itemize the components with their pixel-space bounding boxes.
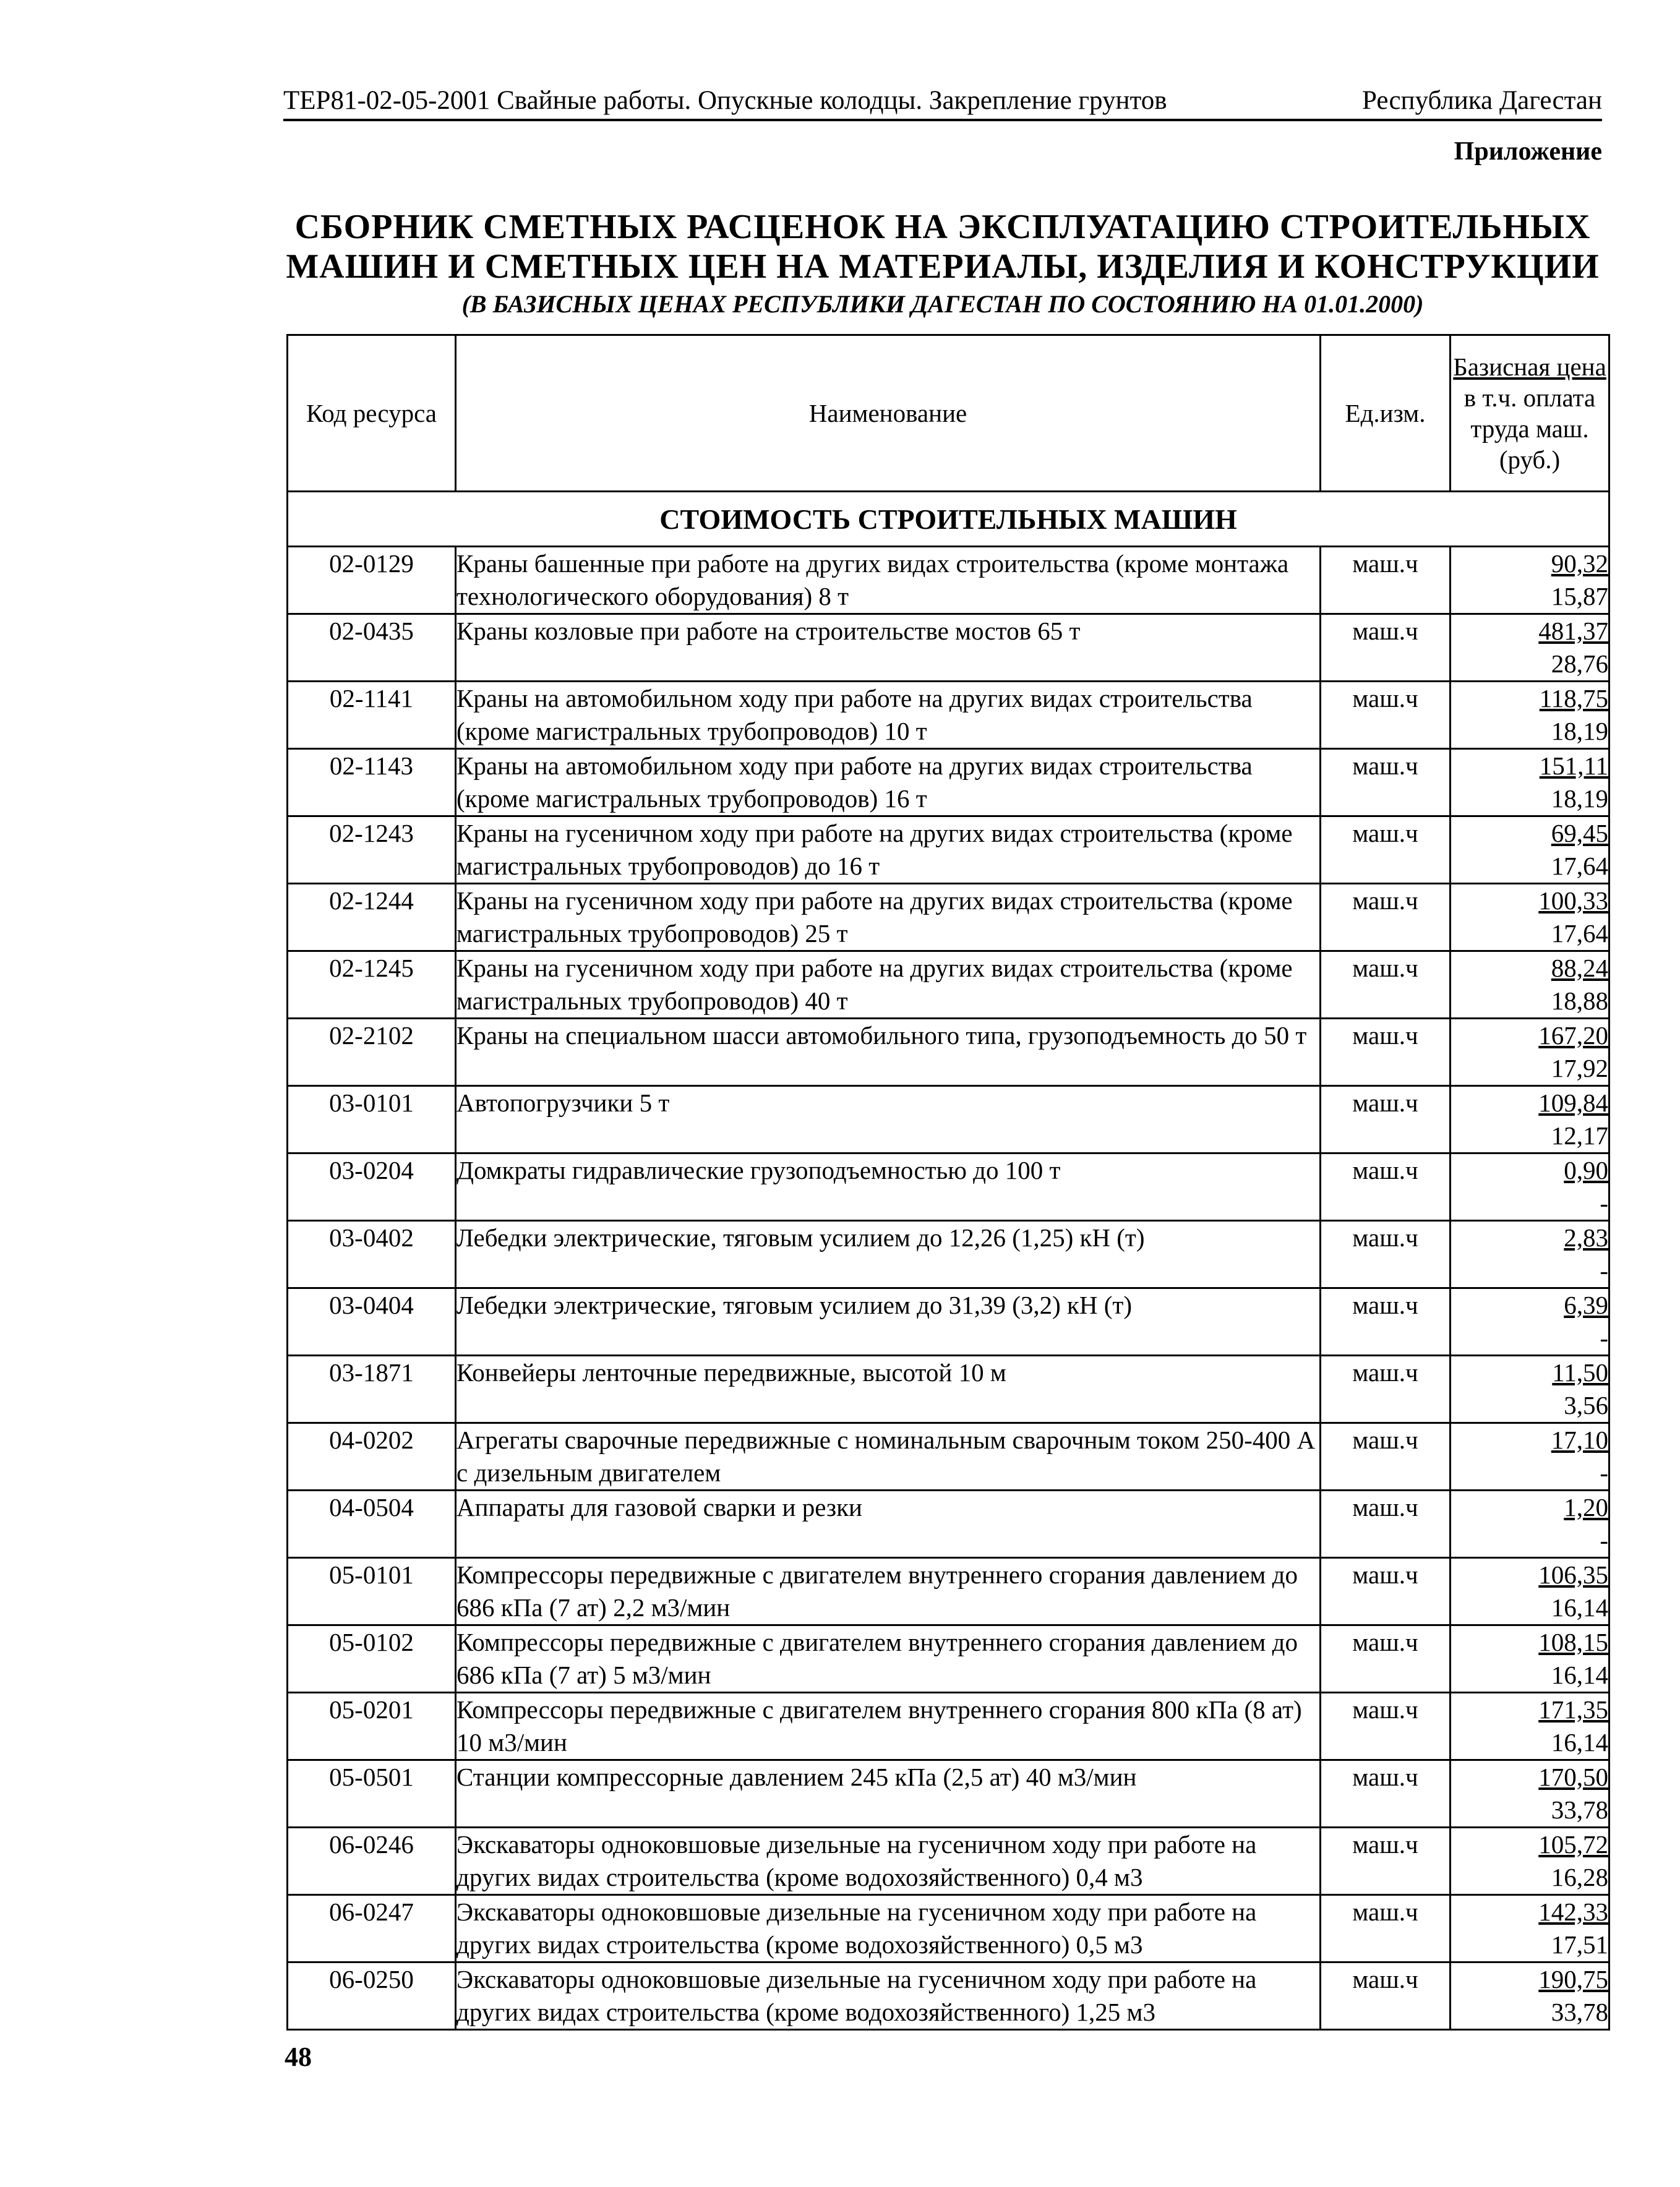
resource-code: 06-0247 bbox=[288, 1895, 456, 1962]
resource-price-cell bbox=[1451, 1760, 1609, 1828]
resource-price-cell bbox=[1451, 1693, 1609, 1760]
base-price: 109,84 bbox=[1538, 1089, 1608, 1117]
table-row bbox=[288, 1491, 1609, 1558]
table-header-row bbox=[288, 335, 1609, 492]
base-price: 2,83 bbox=[1564, 1223, 1608, 1252]
base-price: 100,33 bbox=[1538, 886, 1608, 915]
base-price: 69,45 bbox=[1551, 819, 1608, 847]
labor-cost: 16,14 bbox=[1551, 1593, 1608, 1622]
table-row bbox=[288, 1625, 1609, 1693]
resource-price-cell bbox=[1451, 951, 1609, 1019]
resource-name: Краны козловые при работе на строительстве мостов 65 т bbox=[456, 614, 1321, 682]
resource-code: 02-1141 bbox=[288, 682, 456, 749]
running-header bbox=[283, 85, 1602, 121]
header-name: Наименование bbox=[456, 335, 1321, 492]
labor-cost: 18,19 bbox=[1551, 784, 1608, 813]
resource-name: Агрегаты сварочные передвижные с номинальным сварочным током 250-400 А с дизельным двигателем bbox=[456, 1423, 1321, 1491]
labor-cost: 18,88 bbox=[1551, 987, 1608, 1015]
resource-price-cell bbox=[1451, 1828, 1609, 1895]
resource-price-cell bbox=[1451, 1288, 1609, 1356]
table-row bbox=[288, 884, 1609, 951]
resource-code: 02-0129 bbox=[288, 547, 456, 614]
resource-code: 03-1871 bbox=[288, 1356, 456, 1423]
resource-price-cell bbox=[1451, 547, 1609, 614]
resource-unit: маш.ч bbox=[1321, 816, 1451, 884]
header-price-line-2: в т.ч. оплата bbox=[1464, 383, 1596, 412]
resource-code: 02-1243 bbox=[288, 816, 456, 884]
resource-unit: маш.ч bbox=[1321, 1153, 1451, 1221]
resource-code: 05-0501 bbox=[288, 1760, 456, 1828]
table-row bbox=[288, 749, 1609, 816]
resource-unit: маш.ч bbox=[1321, 682, 1451, 749]
base-price: 1,20 bbox=[1564, 1493, 1608, 1521]
resource-unit: маш.ч bbox=[1321, 1693, 1451, 1760]
resource-price-cell bbox=[1451, 1962, 1609, 2030]
resource-name: Компрессоры передвижные с двигателем внутреннего сгорания 800 кПа (8 ат) 10 м3/мин bbox=[456, 1693, 1321, 1760]
table-row bbox=[288, 1423, 1609, 1491]
header-price-line-4: (руб.) bbox=[1499, 445, 1561, 474]
resource-name: Станции компрессорные давлением 245 кПа (2,5 ат) 40 м3/мин bbox=[456, 1760, 1321, 1828]
base-price: 171,35 bbox=[1538, 1695, 1608, 1724]
base-price: 167,20 bbox=[1538, 1021, 1608, 1050]
base-price: 151,11 bbox=[1539, 751, 1608, 780]
resource-code: 04-0504 bbox=[288, 1491, 456, 1558]
header-price-line-1: Базисная цена bbox=[1453, 353, 1606, 381]
resource-name: Конвейеры ленточные передвижные, высотой 10 м bbox=[456, 1356, 1321, 1423]
resource-unit: маш.ч bbox=[1321, 1625, 1451, 1693]
base-price: 190,75 bbox=[1538, 1965, 1608, 1993]
labor-cost: 28,76 bbox=[1551, 649, 1608, 678]
resource-unit: маш.ч bbox=[1321, 547, 1451, 614]
resource-code: 02-0435 bbox=[288, 614, 456, 682]
labor-cost: 12,17 bbox=[1551, 1121, 1608, 1150]
table-row bbox=[288, 614, 1609, 682]
resource-name: Аппараты для газовой сварки и резки bbox=[456, 1491, 1321, 1558]
resource-name: Краны на автомобильном ходу при работе на других видах строительства (кроме магистральных трубопроводов) 16 т bbox=[456, 749, 1321, 816]
base-price: 170,50 bbox=[1538, 1763, 1608, 1791]
table-row bbox=[288, 1019, 1609, 1086]
labor-cost: - bbox=[1600, 1526, 1608, 1554]
document-subtitle: (В БАЗИСНЫХ ЦЕНАХ РЕСПУБЛИКИ ДАГЕСТАН ПО СОСТОЯНИЮ НА 01.01.2000) bbox=[461, 290, 1424, 318]
section-row bbox=[288, 492, 1609, 547]
table-row bbox=[288, 1558, 1609, 1625]
resource-price-cell bbox=[1451, 816, 1609, 884]
resource-code: 02-1244 bbox=[288, 884, 456, 951]
labor-cost: 16,14 bbox=[1551, 1728, 1608, 1757]
base-price: 0,90 bbox=[1564, 1156, 1608, 1184]
price-table bbox=[286, 334, 1610, 2031]
resource-name: Краны на гусеничном ходу при работе на других видах строительства (кроме магистральных трубопроводов) до 16 т bbox=[456, 816, 1321, 884]
labor-cost: 16,28 bbox=[1551, 1863, 1608, 1891]
resource-name: Краны на гусеничном ходу при работе на других видах строительства (кроме магистральных трубопроводов) 25 т bbox=[456, 884, 1321, 951]
appendix-label: Приложение bbox=[1454, 137, 1602, 166]
document-title bbox=[283, 207, 1602, 286]
resource-price-cell bbox=[1451, 1356, 1609, 1423]
resource-unit: маш.ч bbox=[1321, 1828, 1451, 1895]
base-price: 11,50 bbox=[1552, 1358, 1608, 1387]
labor-cost: - bbox=[1600, 1189, 1608, 1217]
labor-cost: - bbox=[1600, 1324, 1608, 1352]
labor-cost: 15,87 bbox=[1551, 582, 1608, 610]
table-row bbox=[288, 1895, 1609, 1962]
labor-cost: 17,64 bbox=[1551, 919, 1608, 948]
section-title: СТОИМОСТЬ СТРОИТЕЛЬНЫХ МАШИН bbox=[288, 492, 1609, 547]
table-row bbox=[288, 682, 1609, 749]
table-row bbox=[288, 1356, 1609, 1423]
labor-cost: 18,19 bbox=[1551, 717, 1608, 745]
resource-name: Автопогрузчики 5 т bbox=[456, 1086, 1321, 1153]
running-header-right: Республика Дагестан bbox=[1361, 86, 1602, 115]
resource-code: 04-0202 bbox=[288, 1423, 456, 1491]
header-unit: Ед.изм. bbox=[1321, 335, 1451, 492]
resource-unit: маш.ч bbox=[1321, 1423, 1451, 1491]
resource-name: Лебедки электрические, тяговым усилием до 31,39 (3,2) кН (т) bbox=[456, 1288, 1321, 1356]
resource-unit: маш.ч bbox=[1321, 1086, 1451, 1153]
resource-code: 02-1245 bbox=[288, 951, 456, 1019]
table-row bbox=[288, 1086, 1609, 1153]
table-row bbox=[288, 1288, 1609, 1356]
resource-unit: маш.ч bbox=[1321, 1558, 1451, 1625]
base-price: 142,33 bbox=[1538, 1898, 1608, 1926]
resource-unit: маш.ч bbox=[1321, 1895, 1451, 1962]
resource-code: 05-0102 bbox=[288, 1625, 456, 1693]
resource-price-cell bbox=[1451, 1019, 1609, 1086]
resource-unit: маш.ч bbox=[1321, 614, 1451, 682]
resource-unit: маш.ч bbox=[1321, 1221, 1451, 1288]
labor-cost: 33,78 bbox=[1551, 1998, 1608, 2026]
resource-price-cell bbox=[1451, 1895, 1609, 1962]
base-price: 481,37 bbox=[1538, 617, 1608, 645]
resource-unit: маш.ч bbox=[1321, 1962, 1451, 2030]
resource-name: Экскаваторы одноковшовые дизельные на гусеничном ходу при работе на других видах строительства (кроме водохозяйственного) 1,25 м3 bbox=[456, 1962, 1321, 2030]
resource-price-cell bbox=[1451, 614, 1609, 682]
running-header-left: ТЕР81-02-05-2001 Свайные работы. Опускные колодцы. Закрепление грунтов bbox=[283, 86, 1167, 115]
resource-price-cell bbox=[1451, 1086, 1609, 1153]
header-price bbox=[1451, 335, 1609, 492]
labor-cost: 17,64 bbox=[1551, 852, 1608, 880]
resource-code: 03-0101 bbox=[288, 1086, 456, 1153]
resource-name: Лебедки электрические, тяговым усилием до 12,26 (1,25) кН (т) bbox=[456, 1221, 1321, 1288]
resource-name: Компрессоры передвижные с двигателем внутреннего сгорания давлением до 686 кПа (7 ат) 2,2 м3/мин bbox=[456, 1558, 1321, 1625]
resource-price-cell bbox=[1451, 1423, 1609, 1491]
resource-price-cell bbox=[1451, 1221, 1609, 1288]
labor-cost: 17,92 bbox=[1551, 1054, 1608, 1082]
resource-unit: маш.ч bbox=[1321, 1491, 1451, 1558]
resource-unit: маш.ч bbox=[1321, 884, 1451, 951]
resource-name: Краны на автомобильном ходу при работе на других видах строительства (кроме магистральных трубопроводов) 10 т bbox=[456, 682, 1321, 749]
resource-price-cell bbox=[1451, 884, 1609, 951]
table-row bbox=[288, 1828, 1609, 1895]
labor-cost: 16,14 bbox=[1551, 1661, 1608, 1689]
table-row bbox=[288, 547, 1609, 614]
table-row bbox=[288, 1693, 1609, 1760]
title-line-2: МАШИН И СМЕТНЫХ ЦЕН НА МАТЕРИАЛЫ, ИЗДЕЛИЯ И КОНСТРУКЦИИ bbox=[286, 247, 1600, 286]
resource-name: Экскаваторы одноковшовые дизельные на гусеничном ходу при работе на других видах строительства (кроме водохозяйственного) 0,4 м3 bbox=[456, 1828, 1321, 1895]
labor-cost: 3,56 bbox=[1564, 1391, 1608, 1419]
resource-code: 06-0246 bbox=[288, 1828, 456, 1895]
resource-code: 06-0250 bbox=[288, 1962, 456, 2030]
resource-code: 02-1143 bbox=[288, 749, 456, 816]
resource-price-cell bbox=[1451, 1558, 1609, 1625]
table-row bbox=[288, 1153, 1609, 1221]
resource-unit: маш.ч bbox=[1321, 1288, 1451, 1356]
resource-name: Краны на гусеничном ходу при работе на других видах строительства (кроме магистральных трубопроводов) 40 т bbox=[456, 951, 1321, 1019]
resource-price-cell bbox=[1451, 1153, 1609, 1221]
table-row bbox=[288, 1962, 1609, 2030]
labor-cost: 33,78 bbox=[1551, 1795, 1608, 1824]
resource-price-cell bbox=[1451, 682, 1609, 749]
resource-unit: маш.ч bbox=[1321, 951, 1451, 1019]
base-price: 90,32 bbox=[1551, 549, 1608, 578]
table-row bbox=[288, 1760, 1609, 1828]
resource-unit: маш.ч bbox=[1321, 1019, 1451, 1086]
table-row bbox=[288, 951, 1609, 1019]
resource-name: Краны башенные при работе на других видах строительства (кроме монтажа технологического оборудования) 8 т bbox=[456, 547, 1321, 614]
table-row bbox=[288, 1221, 1609, 1288]
resource-code: 02-2102 bbox=[288, 1019, 456, 1086]
labor-cost: 17,51 bbox=[1551, 1930, 1608, 1959]
header-code: Код ресурса bbox=[288, 335, 456, 492]
table-row bbox=[288, 816, 1609, 884]
resource-name: Домкраты гидравлические грузоподъемностью до 100 т bbox=[456, 1153, 1321, 1221]
resource-price-cell bbox=[1451, 1491, 1609, 1558]
title-line-1: СБОРНИК СМЕТНЫХ РАСЦЕНОК НА ЭКСПЛУАТАЦИЮ СТРОИТЕЛЬНЫХ bbox=[294, 208, 1591, 246]
resource-code: 03-0204 bbox=[288, 1153, 456, 1221]
header-price-line-3: труда маш. bbox=[1470, 414, 1589, 443]
base-price: 108,15 bbox=[1538, 1628, 1608, 1656]
resource-name: Компрессоры передвижные с двигателем внутреннего сгорания давлением до 686 кПа (7 ат) 5 м3/мин bbox=[456, 1625, 1321, 1693]
resource-code: 05-0101 bbox=[288, 1558, 456, 1625]
base-price: 118,75 bbox=[1539, 684, 1608, 713]
base-price: 105,72 bbox=[1538, 1830, 1608, 1859]
resource-code: 05-0201 bbox=[288, 1693, 456, 1760]
page-number: 48 bbox=[285, 2042, 312, 2072]
base-price: 17,10 bbox=[1551, 1426, 1608, 1454]
base-price: 88,24 bbox=[1551, 954, 1608, 982]
resource-price-cell bbox=[1451, 1625, 1609, 1693]
resource-code: 03-0402 bbox=[288, 1221, 456, 1288]
resource-unit: маш.ч bbox=[1321, 1356, 1451, 1423]
resource-name: Экскаваторы одноковшовые дизельные на гусеничном ходу при работе на других видах строительства (кроме водохозяйственного) 0,5 м3 bbox=[456, 1895, 1321, 1962]
resource-price-cell bbox=[1451, 749, 1609, 816]
base-price: 6,39 bbox=[1564, 1291, 1608, 1319]
resource-unit: маш.ч bbox=[1321, 749, 1451, 816]
resource-name: Краны на специальном шасси автомобильного типа, грузоподъемность до 50 т bbox=[456, 1019, 1321, 1086]
base-price: 106,35 bbox=[1538, 1560, 1608, 1589]
resource-code: 03-0404 bbox=[288, 1288, 456, 1356]
labor-cost: - bbox=[1600, 1256, 1608, 1285]
labor-cost: - bbox=[1600, 1458, 1608, 1487]
resource-unit: маш.ч bbox=[1321, 1760, 1451, 1828]
